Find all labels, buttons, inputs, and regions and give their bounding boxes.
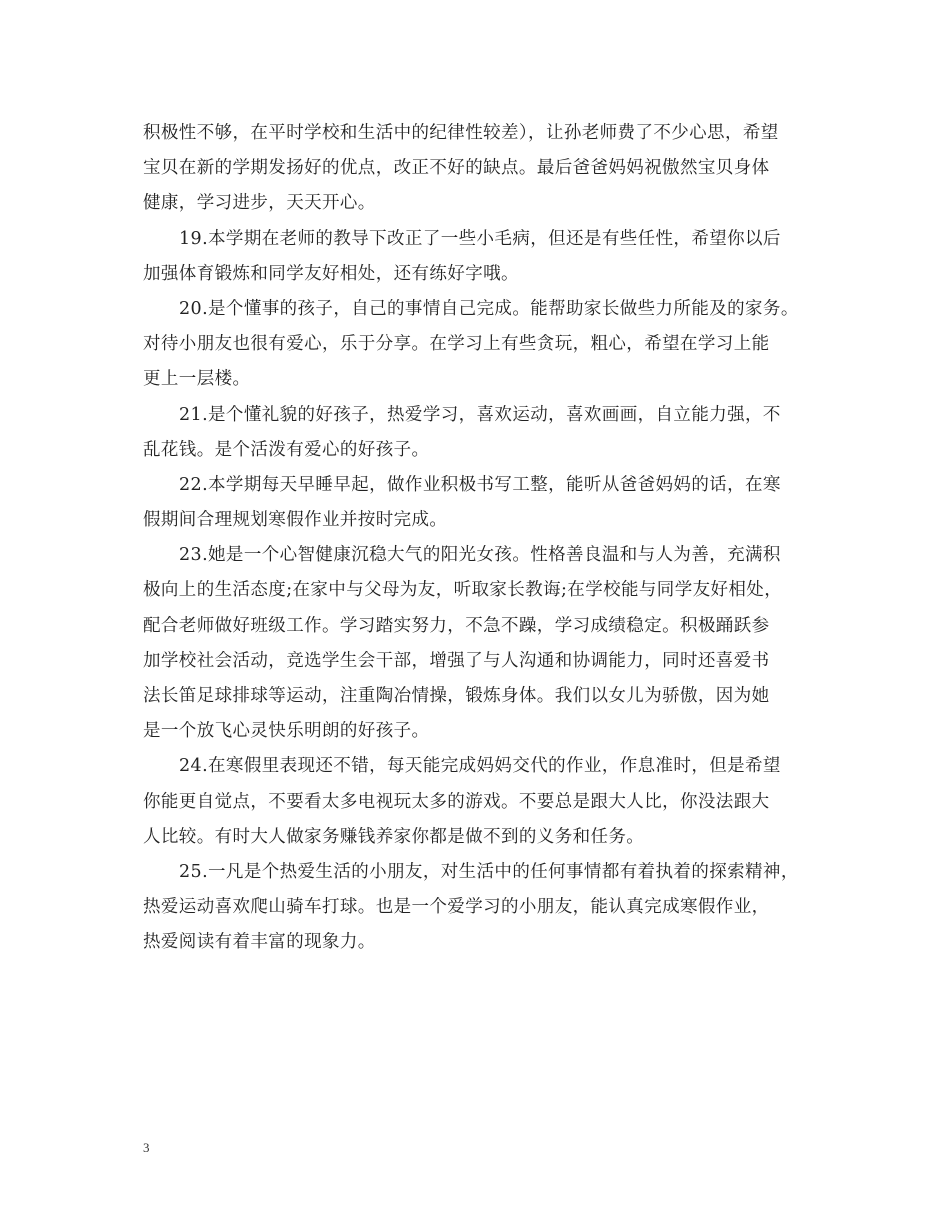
paragraph-continuation	[143, 116, 823, 222]
page-number: 3	[143, 1140, 150, 1155]
text-line: 对待小朋友也很有爱心，乐于分享。在学习上有些贪玩，粗心，希望在学习上能	[143, 334, 770, 355]
text-line: 乱花钱。是个活泼有爱心的好孩子。	[143, 439, 430, 460]
text-line: 假期间合理规划寒假作业并按时完成。	[143, 510, 448, 531]
text-line: 宝贝在新的学期发扬好的优点，改正不好的缺点。最后爸爸妈妈祝傲然宝贝身体	[143, 158, 770, 179]
text-line: 人比较。有时大人做家务赚钱养家你都是做不到的义务和任务。	[143, 826, 645, 847]
text-line: 加学校社会活动，竞选学生会干部，增强了与人沟通和协调能力，同时还喜爱书	[143, 650, 770, 671]
text-line: 20.是个懂事的孩子，自己的事情自己完成。能帮助家长做些力所能及的家务。	[179, 298, 799, 319]
paragraph-item-22	[143, 468, 823, 538]
paragraph-item-21	[143, 398, 823, 468]
text-line: 法长笛足球排球等运动，注重陶冶情操，锻炼身体。我们以女儿为骄傲，因为她	[143, 686, 770, 706]
text-line: 健康，学习进步，天天开心。	[143, 193, 376, 214]
text-line: 更上一层楼。	[143, 369, 251, 390]
text-line: 21.是个懂礼貌的好孩子，热爱学习，喜欢运动，喜欢画画，自立能力强，不	[179, 404, 781, 425]
text-line: 热爱阅读有着丰富的现象力。	[143, 932, 376, 953]
paragraph-item-19	[143, 222, 823, 292]
paragraph-item-25	[143, 855, 823, 961]
text-line: 积极性不够，在平时学校和生活中的纪律性较差），让孙老师费了不少心思，希望	[143, 123, 779, 143]
text-line: 是一个放飞心灵快乐明朗的好孩子。	[143, 721, 430, 742]
paragraph-item-20	[143, 292, 823, 398]
text-line: 19.本学期在老师的教导下改正了一些小毛病，但还是有些任性，希望你以后	[179, 228, 781, 249]
paragraph-item-23	[143, 538, 823, 749]
text-line: 23.她是一个心智健康沉稳大气的阳光女孩。性格善良温和与人为善，充满积	[179, 545, 781, 566]
text-line: 你能更自觉点，不要看太多电视玩太多的游戏。不要总是跟大人比，你没法跟大	[143, 791, 770, 812]
body-text	[143, 116, 823, 961]
text-line: 24.在寒假里表现还不错，每天能完成妈妈交代的作业，作息准时，但是希望	[179, 756, 781, 777]
paragraph-item-24	[143, 749, 823, 855]
text-line: 配合老师做好班级工作。学习踏实努力，不急不躁，学习成绩稳定。积极踊跃参	[143, 615, 770, 636]
text-line: 加强体育锻炼和同学友好相处，还有练好字哦。	[143, 263, 519, 284]
text-line: 热爱运动喜欢爬山骑车打球。也是一个爱学习的小朋友，能认真完成寒假作业，	[143, 897, 770, 918]
text-line: 25.一凡是个热爱生活的小朋友，对生活中的任何事情都有着执着的探索精神，	[179, 861, 799, 882]
text-line: 极向上的生活态度;在家中与父母为友，听取家长教诲;在学校能与同学友好相处，	[143, 580, 783, 601]
text-line: 22.本学期每天早睡早起，做作业积极书写工整，能听从爸爸妈妈的话，在寒	[179, 474, 781, 495]
